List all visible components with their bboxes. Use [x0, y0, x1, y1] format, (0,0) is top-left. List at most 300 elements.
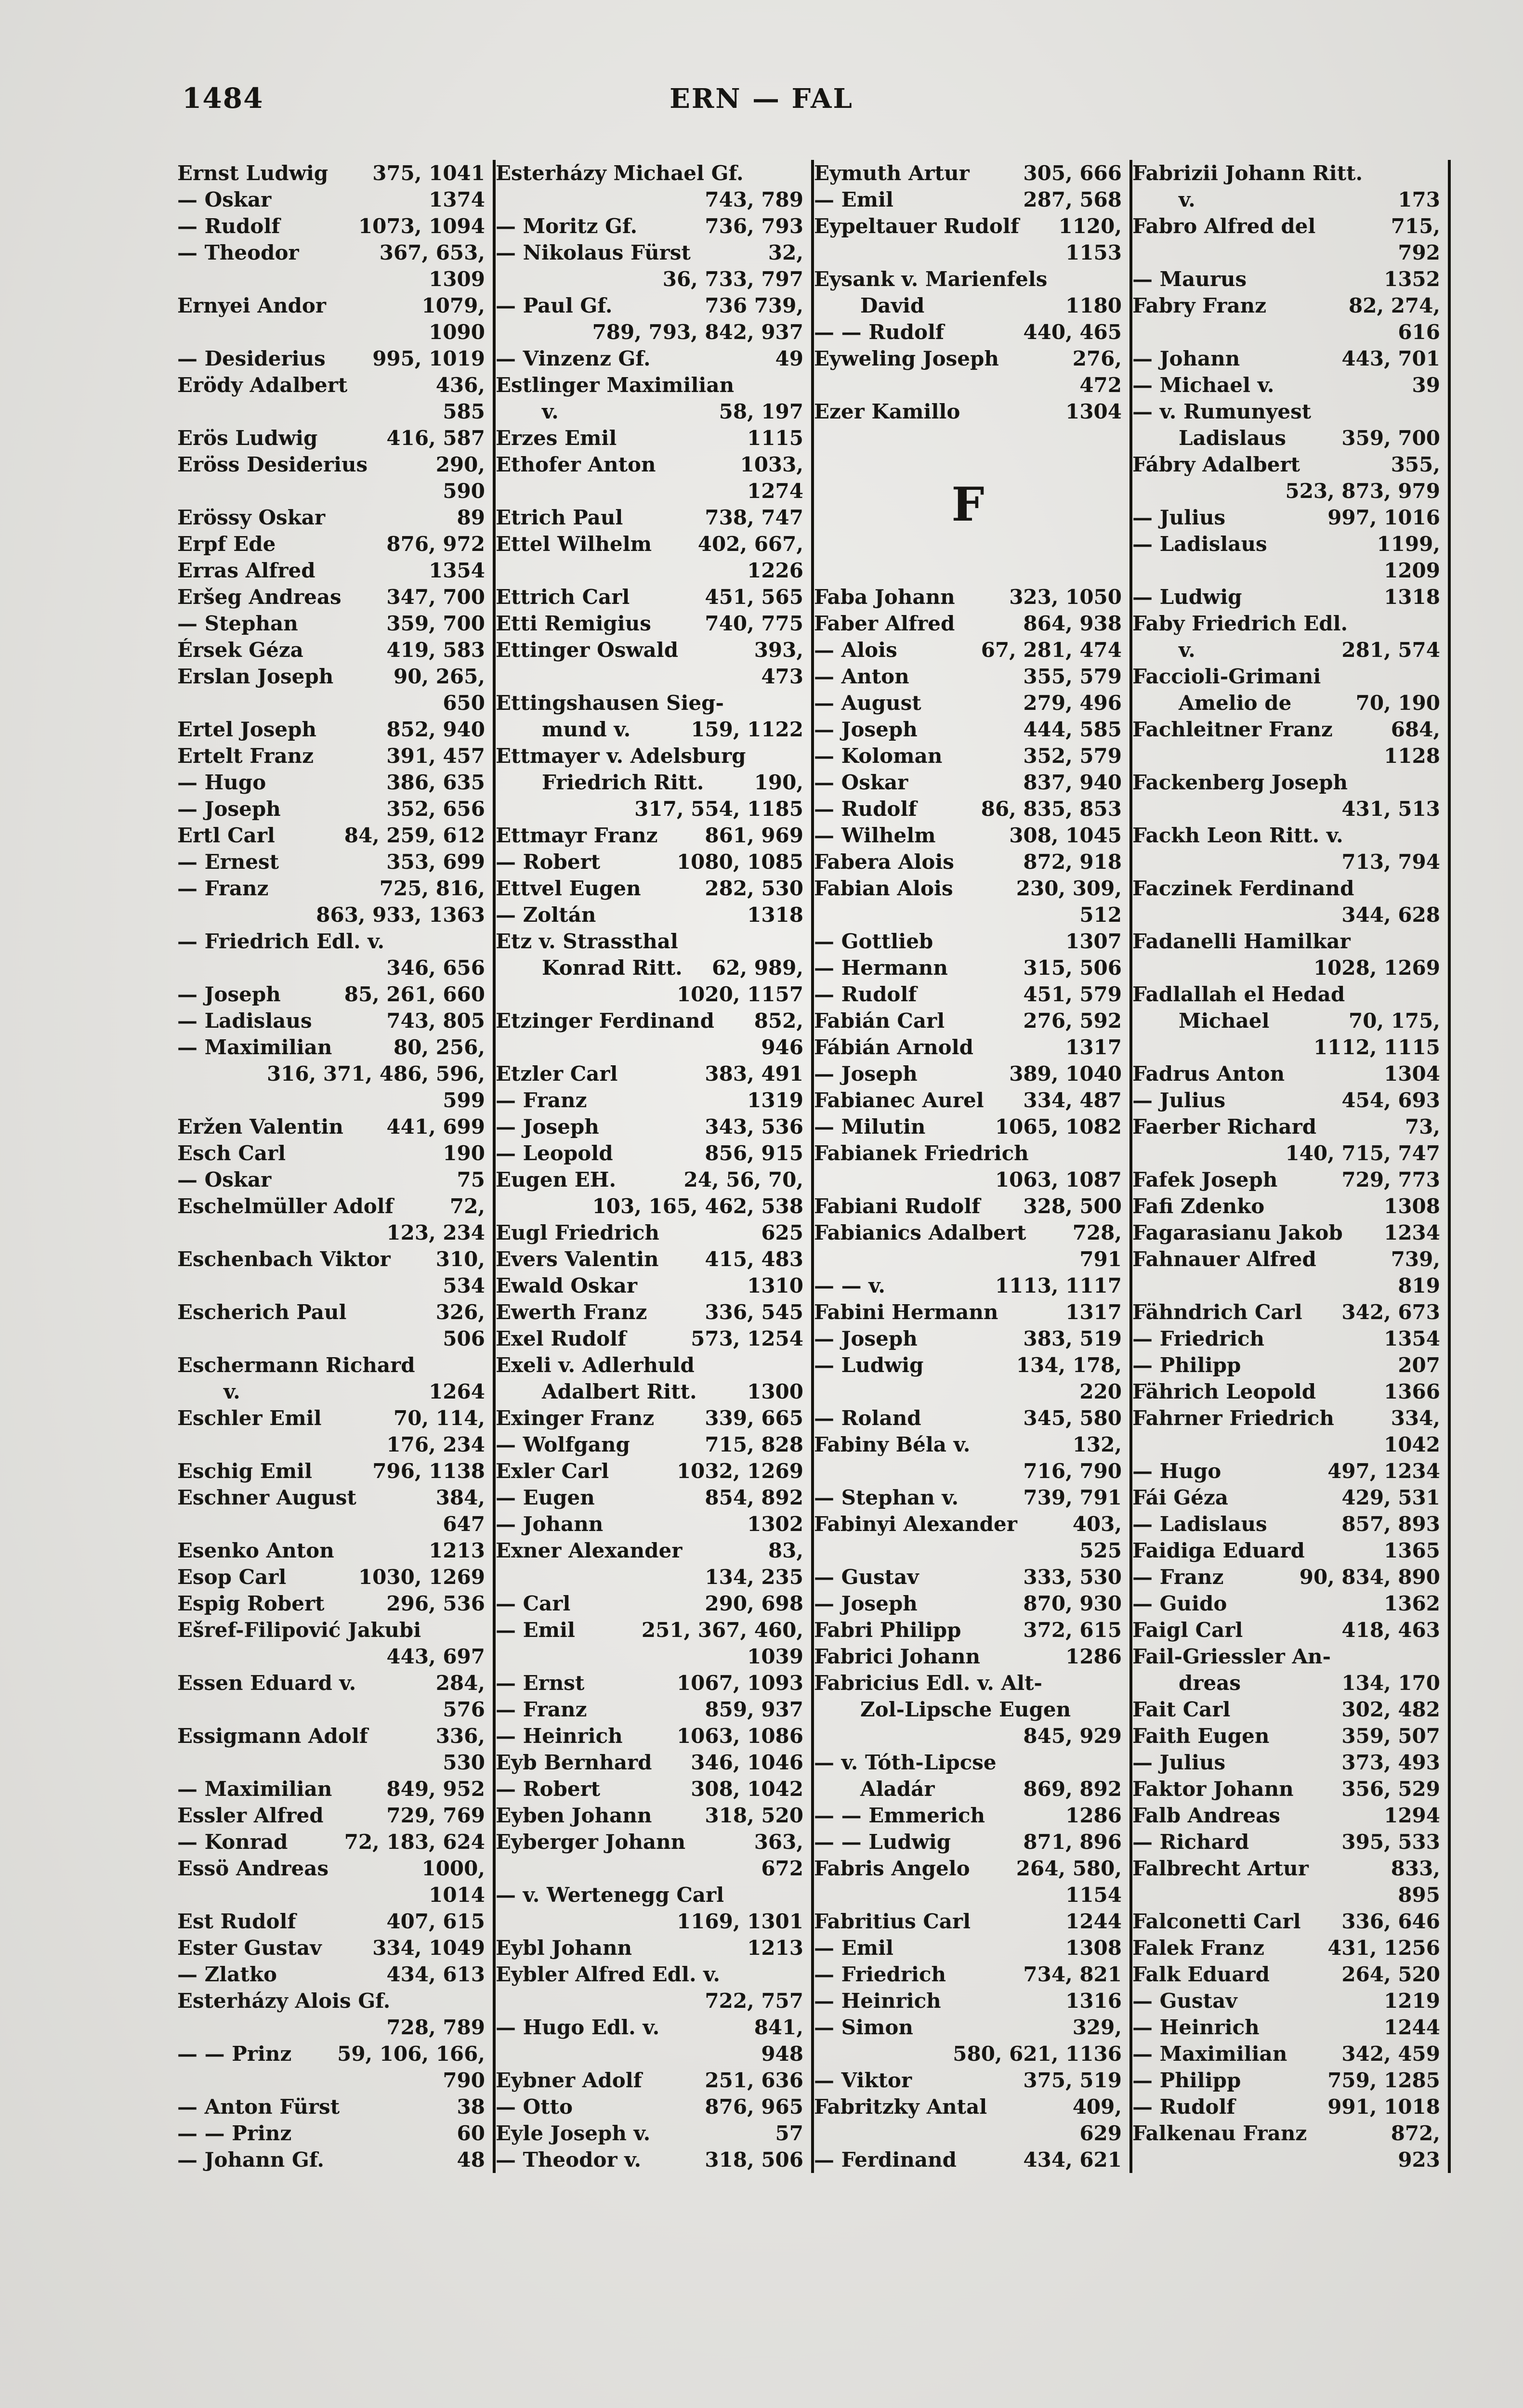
entry-name: Érsek Géza — [177, 638, 303, 662]
entry-name: Faigl Carl — [1132, 1618, 1243, 1642]
entry-name: — Ladislaus — [177, 1009, 312, 1033]
entry-pages: 402, 667, — [697, 532, 803, 556]
index-entry-line — [177, 1723, 485, 1749]
entry-name: — Stephan — [177, 612, 298, 635]
section-heading-F: F — [951, 477, 985, 532]
entry-name: — Ladislaus — [1132, 532, 1267, 556]
index-entry-line — [814, 1776, 1122, 1802]
index-entry-line — [1132, 1511, 1440, 1537]
entry-pages: 1213 — [747, 1936, 803, 1960]
entry-pages: 573, 1254 — [691, 1327, 803, 1350]
index-entry-line — [814, 398, 1122, 425]
entry-pages: 355, — [1391, 453, 1440, 476]
entry-pages: 384, — [435, 1486, 485, 1509]
entry-pages: 845, 929 — [1023, 1724, 1122, 1748]
entry-pages: 1300 — [747, 1380, 803, 1403]
entry-pages: 472 — [1079, 373, 1122, 397]
index-entry-line — [814, 1193, 1122, 1219]
entry-pages: 356, 529 — [1341, 1777, 1440, 1801]
index-entry-line — [814, 2041, 1122, 2067]
index-entry-line — [177, 2041, 485, 2067]
entry-pages: 347, 700 — [386, 585, 485, 609]
index-entry-line — [1132, 478, 1440, 504]
entry-name: — Ludwig — [814, 1353, 924, 1377]
entry-name: — Ernest — [177, 850, 279, 874]
index-entry-line — [496, 1219, 803, 1246]
index-entry-line — [814, 1749, 1122, 1776]
entry-name: — Alois — [814, 638, 897, 662]
entry-name: Esop Carl — [177, 1565, 287, 1589]
entry-pages: 684, — [1391, 718, 1440, 741]
index-entry-line — [1132, 1537, 1440, 1564]
index-entry-line — [1132, 292, 1440, 319]
entry-pages: 308, 1042 — [691, 1777, 803, 1801]
index-entry-line — [177, 504, 485, 531]
entry-name: Eržen Valentin — [177, 1115, 343, 1139]
entry-pages: 534 — [443, 1274, 485, 1297]
index-entry-line — [177, 398, 485, 425]
entry-pages: 728, 789 — [386, 2015, 485, 2039]
entry-pages: 759, 1285 — [1327, 2068, 1440, 2092]
entry-pages: 429, 531 — [1341, 1486, 1440, 1509]
index-entry-line — [1132, 1935, 1440, 1961]
entry-pages: 1365 — [1384, 1539, 1440, 1562]
index-entry-line — [177, 610, 485, 637]
index-entry-line — [496, 1140, 803, 1166]
entry-name: — Joseph — [496, 1115, 599, 1139]
index-entry-line — [496, 398, 803, 425]
index-entry-line — [177, 743, 485, 769]
index-entry-line — [177, 955, 485, 981]
index-entry-line — [177, 425, 485, 451]
index-entry-line — [496, 1749, 803, 1776]
entry-name: — Theodor — [177, 241, 299, 264]
entry-name: Fafi Zdenko — [1132, 1194, 1265, 1218]
index-column-1 — [177, 160, 496, 2173]
index-entry-line — [496, 1087, 803, 1113]
entry-pages: 434, 621 — [1023, 2148, 1122, 2172]
entry-pages: 315, 506 — [1023, 956, 1122, 980]
entry-name: — Zoltán — [496, 903, 596, 927]
entry-pages: 409, — [1072, 2095, 1122, 2119]
entry-name: — Ernst — [496, 1671, 585, 1695]
entry-pages: 716, 790 — [1023, 1459, 1122, 1483]
entry-name: Fabrizii Johann Ritt. — [1132, 161, 1363, 185]
index-entry-line — [814, 1511, 1122, 1537]
entry-pages: 220 — [1079, 1380, 1122, 1403]
entry-name: — Konrad — [177, 1830, 288, 1854]
index-entry-line — [814, 1590, 1122, 1617]
entry-pages: 792 — [1398, 241, 1440, 264]
index-entry-line — [814, 716, 1122, 743]
index-entry-line — [1132, 849, 1440, 875]
entry-name: — August — [814, 691, 921, 715]
entry-name: — Robert — [496, 1777, 601, 1801]
index-entry-line — [1132, 239, 1440, 266]
entry-pages: 85, 261, 660 — [344, 982, 485, 1006]
entry-name: dreas — [1179, 1671, 1241, 1695]
entry-name: — Oskar — [814, 771, 908, 794]
entry-pages: 1304 — [1384, 1062, 1440, 1086]
index-entry-line — [1132, 1855, 1440, 1882]
entry-name: Ettmayer v. Adelsburg — [496, 744, 746, 768]
entry-name: Fail-Griessler An- — [1132, 1645, 1331, 1668]
entry-pages: 530 — [443, 1751, 485, 1774]
entry-name: Eyben Johann — [496, 1804, 652, 1827]
entry-name: — Rudolf — [1132, 2095, 1235, 2119]
entry-pages: 134, 178, — [1016, 1353, 1122, 1377]
entry-pages: 73, — [1405, 1115, 1440, 1139]
entry-pages: 190 — [443, 1141, 485, 1165]
entry-name: Eugl Friedrich — [496, 1221, 659, 1244]
entry-name: Ester Gustav — [177, 1936, 322, 1960]
entry-pages: 864, 938 — [1023, 612, 1122, 635]
entry-pages: 328, 500 — [1023, 1194, 1122, 1218]
entry-pages: 451, 579 — [1023, 982, 1122, 1006]
entry-name: Fabiny Béla v. — [814, 1433, 971, 1456]
entry-name: — Carl — [496, 1592, 571, 1615]
index-entry-line — [1132, 1564, 1440, 1590]
entry-pages: 870, 930 — [1023, 1592, 1122, 1615]
index-entry-line — [814, 637, 1122, 663]
index-entry-line — [814, 2014, 1122, 2041]
index-entry-line — [496, 160, 803, 186]
entry-name: Fabián Carl — [814, 1009, 945, 1033]
index-entry-line — [496, 1829, 803, 1855]
entry-name: Eschermann Richard — [177, 1353, 415, 1377]
index-entry-line — [814, 1908, 1122, 1935]
entry-pages: 1244 — [1065, 1910, 1122, 1933]
entry-name: — Maximilian — [177, 1035, 332, 1059]
entry-pages: 872, — [1391, 2121, 1440, 2145]
index-entry-line — [496, 1378, 803, 1405]
index-entry-line — [177, 1484, 485, 1511]
index-entry-line — [496, 319, 803, 345]
index-entry-line — [177, 1802, 485, 1829]
index-entry-line — [814, 981, 1122, 1008]
index-entry-line — [496, 1113, 803, 1140]
entry-name: — Robert — [496, 850, 601, 874]
entry-name: — Gottlieb — [814, 929, 933, 953]
entry-pages: 895 — [1398, 1883, 1440, 1907]
index-entry-line — [177, 1961, 485, 1988]
entry-pages: 1213 — [429, 1539, 485, 1562]
index-entry-line — [814, 2094, 1122, 2120]
entry-pages: 796, 1138 — [372, 1459, 485, 1483]
entry-pages: 1354 — [429, 559, 485, 582]
index-entry-line — [1132, 1008, 1440, 1034]
entry-pages: 363, — [754, 1830, 803, 1854]
index-entry-line — [177, 1988, 485, 2014]
index-entry-line — [496, 2014, 803, 2041]
entry-pages: 1042 — [1384, 1433, 1440, 1456]
entry-pages: 451, 565 — [705, 585, 803, 609]
entry-pages: 346, 1046 — [691, 1751, 803, 1774]
index-entry-line — [496, 875, 803, 902]
entry-pages: 1362 — [1384, 1592, 1440, 1615]
index-entry-line — [1132, 1272, 1440, 1299]
index-entry-line — [1132, 743, 1440, 769]
index-entry-line — [177, 186, 485, 213]
entry-pages: 739, — [1391, 1247, 1440, 1271]
entry-name: — Oskar — [177, 188, 272, 211]
index-entry-line — [814, 1617, 1122, 1643]
entry-pages: 334, 487 — [1023, 1088, 1122, 1112]
index-entry-line — [1132, 319, 1440, 345]
index-entry-line — [814, 2120, 1122, 2146]
index-entry-line — [814, 875, 1122, 902]
entry-name: — Otto — [496, 2095, 573, 2119]
entry-pages: 176, 234 — [386, 1433, 485, 1456]
index-entry-line — [814, 1458, 1122, 1484]
entry-pages: 290, 698 — [705, 1592, 803, 1615]
index-entry-line — [177, 875, 485, 902]
entry-pages: 729, 773 — [1341, 1168, 1440, 1191]
entry-pages: 625 — [761, 1221, 803, 1244]
entry-name: — v. Wertenegg Carl — [496, 1883, 724, 1907]
entry-name: — Maurus — [1132, 267, 1247, 291]
entry-pages: 525 — [1079, 1539, 1122, 1562]
entry-name: Eypeltauer Rudolf — [814, 214, 1019, 238]
entry-name: Est Rudolf — [177, 1910, 296, 1933]
entry-pages: 1113, 1117 — [995, 1274, 1122, 1297]
index-entry-line — [814, 1060, 1122, 1087]
entry-pages: 1308 — [1384, 1194, 1440, 1218]
index-entry-line — [1132, 1749, 1440, 1776]
index-entry-line — [1132, 1617, 1440, 1643]
entry-pages: 334, 1049 — [372, 1936, 485, 1960]
index-entry-line — [177, 1034, 485, 1060]
index-entry-line — [496, 1935, 803, 1961]
entry-pages: 740, 775 — [705, 612, 803, 635]
entry-pages: 440, 465 — [1023, 320, 1122, 344]
entry-pages: 80, 256, — [394, 1035, 485, 1059]
entry-pages: 1033, — [740, 453, 803, 476]
index-entry-line — [177, 2120, 485, 2146]
entry-pages: 75 — [457, 1168, 485, 1191]
index-entry-line — [177, 2094, 485, 2120]
index-entry-line — [496, 902, 803, 928]
entry-pages: 791 — [1079, 1247, 1122, 1271]
entry-name: Eugen EH. — [496, 1168, 617, 1191]
entry-pages: 60 — [457, 2121, 485, 2145]
entry-pages: 833, — [1391, 1857, 1440, 1880]
entry-name: — Julius — [1132, 506, 1226, 529]
index-entry-line — [1132, 1961, 1440, 1988]
entry-name: mund v. — [542, 718, 631, 741]
entry-name: Erössy Oskar — [177, 506, 326, 529]
index-entry-line — [1132, 345, 1440, 372]
index-entry-line — [1132, 2014, 1440, 2041]
index-entry-line — [177, 1008, 485, 1034]
index-entry-line — [177, 451, 485, 478]
entry-name: — v. Tóth-Lipcse — [814, 1751, 997, 1774]
entry-pages: 590 — [443, 479, 485, 503]
entry-name: — — Prinz — [177, 2121, 292, 2145]
index-entry-line — [496, 1060, 803, 1087]
entry-name: Fabri Philipp — [814, 1618, 961, 1642]
index-entry-line — [1132, 1140, 1440, 1166]
index-entry-line — [496, 584, 803, 610]
entry-pages: 383, 519 — [1023, 1327, 1122, 1350]
entry-pages: 431, 513 — [1341, 797, 1440, 821]
index-entry-line — [1132, 1060, 1440, 1087]
entry-name: — Philipp — [1132, 1353, 1241, 1377]
entry-name: — Anton — [814, 665, 909, 688]
index-entry-line — [1132, 1882, 1440, 1908]
index-entry-line — [496, 663, 803, 690]
entry-pages: 1128 — [1384, 744, 1440, 768]
entry-name: — Viktor — [814, 2068, 912, 2092]
entry-name: — Joseph — [814, 1062, 918, 1086]
entry-pages: 431, 1256 — [1327, 1936, 1440, 1960]
entry-pages: 1030, 1269 — [358, 1565, 485, 1589]
index-entry-line — [496, 186, 803, 213]
index-entry-line — [1132, 637, 1440, 663]
index-entry-line — [177, 1935, 485, 1961]
entry-pages: 434, 613 — [386, 1963, 485, 1986]
index-entry-line — [177, 557, 485, 584]
entry-pages: 391, 457 — [386, 744, 485, 768]
index-entry-line — [177, 1246, 485, 1272]
index-entry-line — [814, 1882, 1122, 1908]
entry-name: Erras Alfred — [177, 559, 315, 582]
index-entry-line — [814, 743, 1122, 769]
entry-pages: 207 — [1398, 1353, 1440, 1377]
index-entry-line — [496, 425, 803, 451]
index-entry-line — [496, 1590, 803, 1617]
entry-name: Ertl Carl — [177, 824, 275, 847]
index-entry-line — [177, 372, 485, 398]
entry-name: Eybler Alfred Edl. v. — [496, 1963, 721, 1986]
index-entry-line — [1132, 504, 1440, 531]
index-entry-line — [814, 1855, 1122, 1882]
entry-pages: 1065, 1082 — [995, 1115, 1122, 1139]
entry-pages: 67, 281, 474 — [981, 638, 1122, 662]
entry-name: Faktor Johann — [1132, 1777, 1294, 1801]
entry-pages: 359, 507 — [1341, 1724, 1440, 1748]
index-entry-line — [814, 292, 1122, 319]
index-entry-line — [1132, 425, 1440, 451]
entry-name: — Joseph — [814, 718, 918, 741]
index-entry-line — [1132, 1670, 1440, 1696]
entry-pages: 738, 747 — [705, 506, 803, 529]
entry-pages: 333, 530 — [1023, 1565, 1122, 1589]
entry-pages: 82, 274, — [1349, 294, 1440, 317]
entry-name: — Leopold — [496, 1141, 613, 1165]
index-entry-line — [496, 266, 803, 292]
entry-pages: 403, — [1072, 1512, 1122, 1536]
entry-name: — Hugo — [177, 771, 266, 794]
index-entry-line — [177, 1537, 485, 1564]
entry-name: — Stephan v. — [814, 1486, 959, 1509]
entry-pages: 1073, 1094 — [358, 214, 485, 238]
entry-pages: 923 — [1398, 2148, 1440, 2172]
entry-pages: 123, 234 — [386, 1221, 485, 1244]
entry-pages: 1318 — [1384, 585, 1440, 609]
entry-name: Fabianics Adalbert — [814, 1221, 1026, 1244]
entry-pages: 1374 — [429, 188, 485, 211]
index-entry-line — [177, 769, 485, 796]
entry-pages: 190, — [754, 771, 803, 794]
index-entry-line — [177, 584, 485, 610]
entry-name: — Paul Gf. — [496, 294, 613, 317]
entry-name: Erös Ludwig — [177, 426, 318, 450]
entry-name: Fábry Adalbert — [1132, 453, 1300, 476]
entry-pages: 859, 937 — [705, 1698, 803, 1721]
index-entry-line — [814, 1008, 1122, 1034]
index-entry-line — [1132, 1352, 1440, 1378]
index-entry-line — [1132, 1405, 1440, 1431]
entry-pages: 736 739, — [705, 294, 803, 317]
index-entry-line — [177, 1087, 485, 1113]
entry-name: Exinger Franz — [496, 1406, 655, 1430]
entry-pages: 871, 896 — [1023, 1830, 1122, 1854]
entry-pages: 103, 165, 462, 538 — [592, 1194, 803, 1218]
index-entry-line — [177, 902, 485, 928]
index-entry-line — [496, 1484, 803, 1511]
entry-name: Fabry Franz — [1132, 294, 1267, 317]
entry-pages: 317, 554, 1185 — [634, 797, 803, 821]
entry-pages: 1308 — [1065, 1936, 1122, 1960]
index-entry-line — [177, 1060, 485, 1087]
index-entry-line — [814, 1272, 1122, 1299]
entry-pages: 444, 585 — [1023, 718, 1122, 741]
entry-pages: 1286 — [1065, 1804, 1122, 1827]
index-entry-line — [496, 1696, 803, 1723]
index-entry-line — [177, 2014, 485, 2041]
entry-name: — Joseph — [177, 982, 281, 1006]
entry-name: Aladár — [860, 1777, 935, 1801]
index-entry-line — [177, 1829, 485, 1855]
index-entry-line — [814, 769, 1122, 796]
entry-pages: 715, — [1391, 214, 1440, 238]
index-entry-line — [1132, 1113, 1440, 1140]
entry-pages: 134, 170 — [1341, 1671, 1440, 1695]
entry-name: — Heinrich — [496, 1724, 623, 1748]
entry-name: — Friedrich — [814, 1963, 946, 1986]
index-entry-line — [177, 1511, 485, 1537]
index-entry-line — [1132, 1590, 1440, 1617]
entry-name: Ettel Wilhelm — [496, 532, 652, 556]
entry-pages: 995, 1019 — [372, 347, 485, 370]
entry-pages: 743, 789 — [705, 188, 803, 211]
index-entry-line — [177, 796, 485, 822]
index-entry-line — [496, 2146, 803, 2173]
index-entry-line — [1132, 902, 1440, 928]
index-entry-line — [1132, 2120, 1440, 2146]
entry-name: Ertel Joseph — [177, 718, 316, 741]
entry-name: Faby Friedrich Edl. — [1132, 612, 1348, 635]
entry-pages: 576 — [443, 1698, 485, 1721]
entry-name: Eybl Johann — [496, 1936, 632, 1960]
entry-name: Friedrich Ritt. — [542, 771, 704, 794]
entry-name: — Joseph — [814, 1327, 918, 1350]
entry-name: — Vinzenz Gf. — [496, 347, 651, 370]
index-entry-line — [496, 1325, 803, 1352]
index-entry-line — [1132, 186, 1440, 213]
index-entry-line — [177, 292, 485, 319]
index-entry-line — [1132, 1431, 1440, 1458]
index-entry-line — [496, 981, 803, 1008]
entry-name: — Gustav — [1132, 1989, 1237, 2013]
entry-name: v. — [223, 1380, 240, 1403]
index-entry-line — [177, 637, 485, 663]
index-entry-line — [177, 716, 485, 743]
entry-pages: 59, 106, 166, — [337, 2042, 485, 2066]
entry-name: — Julius — [1132, 1088, 1226, 1112]
entry-name: Adalbert Ritt. — [542, 1380, 697, 1403]
